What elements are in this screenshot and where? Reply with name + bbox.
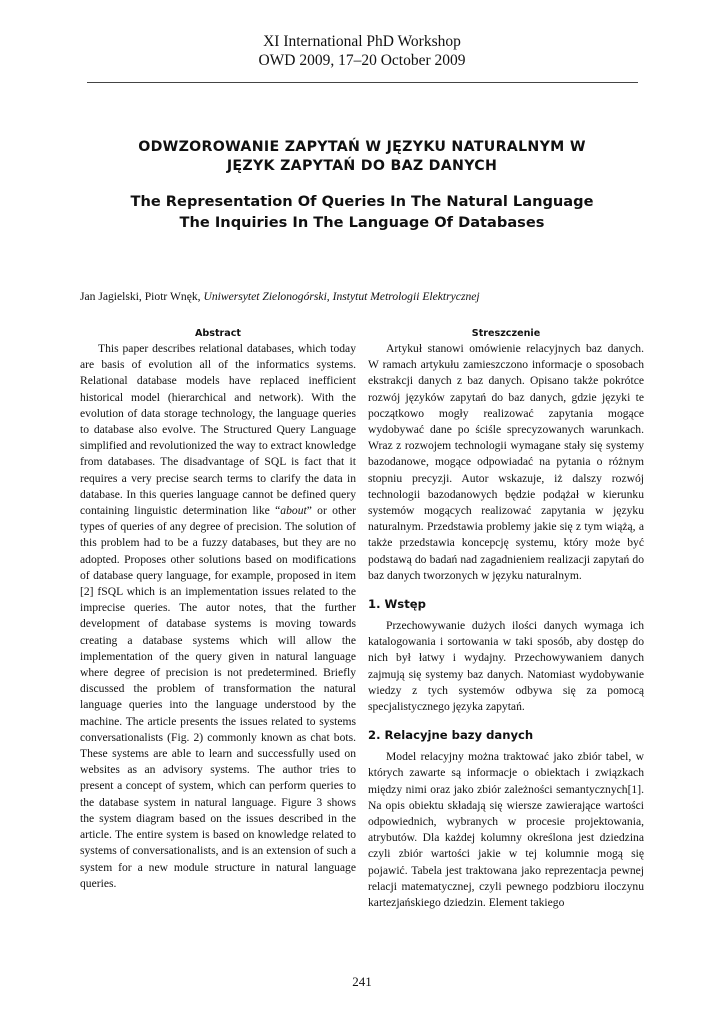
workshop-name: XI International PhD Workshop [263, 33, 461, 50]
abstract-text-part-2: ” or other types of queries of any degree of precision. The solution of this problem had to be a fuzzy databases, but they are no adopted. Proposes other solutions based on modifications of database query language, for example, proposed in item [2] fSQL which is an implementation issues related to the imprecise queries. The autor notes, that the further development of database systems is moving towards creating a database systems which will allow the implementation of the query given in natural language where degree of precision is not predetermined. Briefly discussed the problem of transformation the natural language queries into the language understood by the machine. The article presents the issues related to systems conversationalists (Fig. 2) commonly known as chat bots. These systems are able to learn and successfully used on websites as an advisory systems. The author tries to present a concept of system, which can perform queries to the database system in natural language. Figure 3 shows the system diagram based on the issues described in the article. The entire system is based on knowledge related to systems of conversationalists, and is an extension of such a system for a new module structure in natural language queries. [80, 504, 356, 890]
abstract-column [80, 328, 356, 892]
abstract-text-part-1: This paper describes relational databases, which today are basis of evolution all of the informatics systems. Relational database models have replaced inefficient historical model (hierarchical and network). With the evolution of data storage technology, the language queries to database also evolve. The Structured Query Language simplified and revolutionized the way to extract knowledge from databases. The disadvantage of SQL is fact that it requires a very precise search terms to clarify the data in database. In this queries language cannot be defined query containing linguistic determination like “ [80, 342, 356, 518]
streszczenie-text: Artykuł stanowi omówienie relacyjnych baz danych. W ramach artykułu zamieszczono informacje o sposobach ekstrakcji danych z baz danych. Opisano także pokrótce rozwój języków zapytań do baz danych, gdzie języki te początkowo mogły realizować zapytania mogące wydobywać dane po ściśle sprecyzowanych warunkach. Wraz z rozwojem technologii wymagane stały się systemy bazodanowe, mogące odpowiadać na pytania o różnym stopniu precyzji. Autor wskazuje, iż dalszy rozwój technologii bazodanowych będzie podążał w kierunku systemów mogących realizować zapytania w języku naturalnym. Przedstawia problemy jakie się z tym wiążą, a także przedstawia koncepcję systemu, który może być podstawą do badań nad zagadnieniem realizacji zapytań do baz danych tworzonych w języku naturalnym. [368, 342, 644, 582]
section-heading-wstep: 1. Wstęp [368, 597, 426, 612]
section-text-relacyjne-bazy: Model relacyjny można traktować jako zbiór tabel, w których zawarte są informacje o obiektach i związkach między nimi oraz jako zbiór zależności semantycznych[1]. Na opis obiektu składają się wiersze zawierające wartości odpowiednich, wybranych w procesie projektowania, atrybutów. Dla każdej kolumny określona jest dziedzina czyli zbiór wartości jakie w tej kolumnie mogą się pojawić. Tabela jest traktowana jako reprezentacja pewnej relacji matematycznej, czyli pewnego podzbioru iloczynu kartezjańskiego dziedzin. Element takiego [368, 750, 644, 910]
header-divider [87, 82, 638, 83]
title-polish-line-2: JĘZYK ZAPYTAŃ DO BAZ DANYCH [226, 158, 498, 174]
author-affiliation: Uniwersytet Zielonogórski, Instytut Metrologii Elektrycznej [203, 290, 480, 303]
streszczenie-column [368, 328, 644, 911]
section-text-wstep: Przechowywanie dużych ilości danych wymaga ich katalogowania i sortowania w taki sposób, aby dostęp do nich był łatwy i wydajny. Przechowywaniem danych zajmują się systemy baz danych. Natomiast wydobywanie wiedzy z tych systemów odbywa się za pomocą specjalistycznego języka zapytań. [368, 619, 644, 714]
abstract-heading: Abstract [194, 328, 242, 339]
author-line [80, 290, 680, 303]
section-heading-relacyjne-bazy: 2. Relacyjne bazy danych [368, 728, 534, 743]
title-polish-line-1: ODWZOROWANIE ZAPYTAŃ W JĘZYKU NATURALNYM W [138, 139, 586, 155]
workshop-header [0, 32, 724, 70]
title-english-line-1: The Representation Of Queries In The Natural Language [130, 193, 594, 210]
abstract-about-word: about [280, 504, 307, 518]
title-english-line-2: The Inquiries In The Language Of Databases [179, 214, 545, 231]
abstract-text [80, 341, 356, 892]
paper-title-polish [70, 138, 654, 176]
author-names: Jan Jagielski, Piotr Wnęk, [80, 290, 204, 303]
streszczenie-heading: Streszczenie [471, 328, 541, 339]
workshop-date: OWD 2009, 17–20 October 2009 [258, 52, 466, 69]
page-number: 241 [352, 974, 372, 989]
paper-title-english [70, 191, 654, 233]
